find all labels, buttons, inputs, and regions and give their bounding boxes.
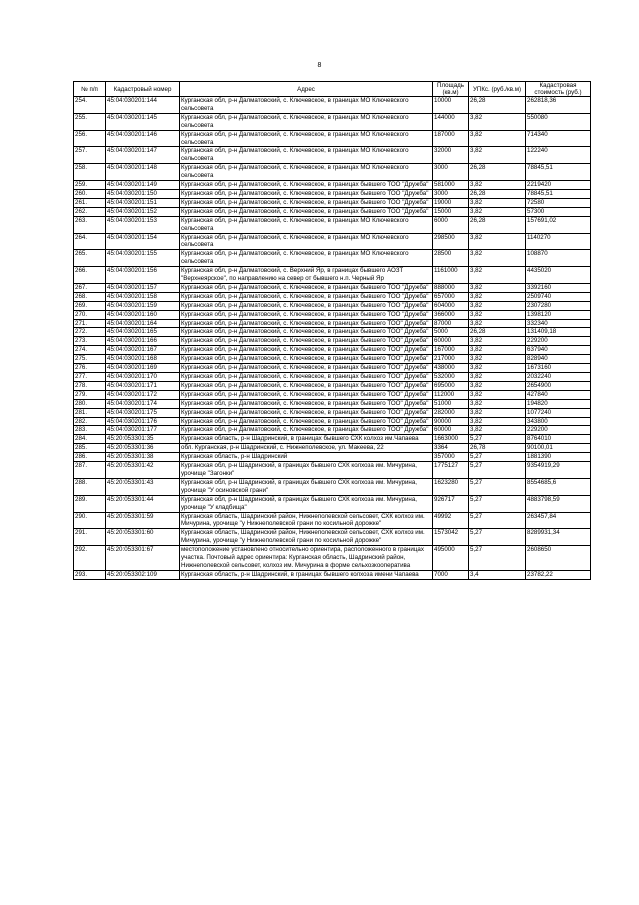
cell-row-number: 257. bbox=[74, 147, 106, 164]
cell-area: 51000 bbox=[433, 399, 469, 408]
cell-cadastral-number: 45:04:030201:168 bbox=[106, 355, 180, 364]
cell-row-number: 263. bbox=[74, 216, 106, 233]
cell-row-number: 275. bbox=[74, 355, 106, 364]
cell-upks: 3,82 bbox=[469, 283, 526, 292]
cell-row-number: 280. bbox=[74, 399, 106, 408]
cell-cadastral-number: 45:04:030201:152 bbox=[106, 207, 180, 216]
cell-area: 1573042 bbox=[433, 529, 469, 546]
cell-row-number: 266. bbox=[74, 267, 106, 284]
cell-row-number: 268. bbox=[74, 292, 106, 301]
cell-area: 60000 bbox=[433, 337, 469, 346]
cell-area: 926717 bbox=[433, 495, 469, 512]
cell-address: Курганская обл, р-н Далматовский, с. Ключевское, в границах бывшего ТОО" Дружба" bbox=[180, 328, 433, 337]
cell-upks: 3,82 bbox=[469, 417, 526, 426]
cell-area: 495000 bbox=[433, 546, 469, 571]
cell-cadastral-number: 45:04:030201:177 bbox=[106, 426, 180, 435]
cell-address: Курганская обл, р-н Далматовский, с. Ключевское, в границах бывшего ТОО" Дружба" bbox=[180, 390, 433, 399]
cell-cadastral-cost: 3392160 bbox=[526, 283, 591, 292]
header-cadastral-cost: Кадастровая стоимость (руб.) bbox=[526, 82, 591, 97]
cell-area: 357000 bbox=[433, 453, 469, 462]
cell-upks: 26,28 bbox=[469, 216, 526, 233]
cell-area: 112000 bbox=[433, 390, 469, 399]
cell-cadastral-cost: 78845,51 bbox=[526, 189, 591, 198]
header-cadastral-number: Кадастровый номер bbox=[106, 82, 180, 97]
cell-address: Курганская обл, р-н Далматовский, с. Ключевское, в границах бывшего ТОО" Дружба" bbox=[180, 364, 433, 373]
cell-upks: 3,82 bbox=[469, 381, 526, 390]
cell-address: Курганская область, р-н Шадринский, в границах бывшего СХК колхоз им.Чапаева bbox=[180, 435, 433, 444]
cell-row-number: 288. bbox=[74, 478, 106, 495]
cell-upks: 3,82 bbox=[469, 250, 526, 267]
cell-upks: 3,82 bbox=[469, 346, 526, 355]
header-upks: УПКс. (руб./кв.м) bbox=[469, 82, 526, 97]
cell-cadastral-number: 45:04:030201:150 bbox=[106, 189, 180, 198]
cell-cadastral-cost: 1077240 bbox=[526, 408, 591, 417]
cell-area: 604000 bbox=[433, 301, 469, 310]
cell-cadastral-cost: 108870 bbox=[526, 250, 591, 267]
cell-cadastral-cost: 131409,18 bbox=[526, 328, 591, 337]
cell-cadastral-number: 45:04:030201:166 bbox=[106, 337, 180, 346]
cell-cadastral-cost: 2219420 bbox=[526, 181, 591, 190]
cell-cadastral-cost: 343800 bbox=[526, 417, 591, 426]
cell-address: Курганская обл, р-н Далматовский, с. Ключевское, в границах МО Ключевского сельсовета bbox=[180, 130, 433, 147]
cell-cadastral-cost: 2654900 bbox=[526, 381, 591, 390]
cell-row-number: 264. bbox=[74, 233, 106, 250]
cell-cadastral-cost: 263457,84 bbox=[526, 512, 591, 529]
cell-area: 438000 bbox=[433, 364, 469, 373]
cell-cadastral-number: 45:04:030201:157 bbox=[106, 283, 180, 292]
header-area: Площадь (кв.м) bbox=[433, 82, 469, 97]
cell-area: 695000 bbox=[433, 381, 469, 390]
cell-area: 3364 bbox=[433, 444, 469, 453]
table-row bbox=[74, 408, 591, 417]
cell-row-number: 272. bbox=[74, 328, 106, 337]
table-row bbox=[74, 164, 591, 181]
cell-row-number: 277. bbox=[74, 373, 106, 382]
cell-row-number: 255. bbox=[74, 113, 106, 130]
cell-area: 49992 bbox=[433, 512, 469, 529]
cell-area: 90000 bbox=[433, 417, 469, 426]
cell-area: 7000 bbox=[433, 570, 469, 579]
cell-address: Курганская обл, р-н Далматовский, с. Ключевское, в границах бывшего ТОО "Дружба" bbox=[180, 207, 433, 216]
cell-cadastral-cost: 8289931,34 bbox=[526, 529, 591, 546]
cell-address: Курганская обл, р-н Далматовский, с. Ключевское, в границах МО Ключевского сельсовета bbox=[180, 147, 433, 164]
cell-cadastral-cost: 122240 bbox=[526, 147, 591, 164]
table-row bbox=[74, 292, 591, 301]
table-row bbox=[74, 546, 591, 571]
cell-row-number: 279. bbox=[74, 390, 106, 399]
cell-address: Курганская обл, р-н Далматовский, с. Ключевское, в границах бывшего ТОО "Дружба" bbox=[180, 292, 433, 301]
cell-row-number: 254. bbox=[74, 97, 106, 114]
cell-address: Курганская обл, р-н Далматовский, с. Ключевское, в границах бывшего ТОО "Дружба" bbox=[180, 189, 433, 198]
table-row bbox=[74, 198, 591, 207]
cell-address: Курганская область, р-н Шадринский bbox=[180, 453, 433, 462]
cell-address: Курганская обл, р-н Далматовский, с. Ключевское, в границах бывшего ТОО" Дружба" bbox=[180, 337, 433, 346]
table-row bbox=[74, 390, 591, 399]
cell-address: Курганская обл, р-н Далматовский, с. Ключевское, в границах бывшего ТОО "Дружба" bbox=[180, 301, 433, 310]
cell-row-number: 260. bbox=[74, 189, 106, 198]
cell-cadastral-number: 45:04:030201:169 bbox=[106, 364, 180, 373]
cell-upks: 26,28 bbox=[469, 97, 526, 114]
cell-upks: 3,82 bbox=[469, 301, 526, 310]
cell-upks: 5,27 bbox=[469, 478, 526, 495]
cell-upks: 3,82 bbox=[469, 181, 526, 190]
cell-area: 15000 bbox=[433, 207, 469, 216]
cell-row-number: 287. bbox=[74, 462, 106, 479]
cell-cadastral-number: 45:20:053301:38 bbox=[106, 453, 180, 462]
cell-upks: 3,82 bbox=[469, 373, 526, 382]
cell-address: Курганская обл, р-н Далматовский, с. Ключевское, в границах бывшего ТОО "Дружба" bbox=[180, 181, 433, 190]
cell-row-number: 292. bbox=[74, 546, 106, 571]
cell-cadastral-cost: 8764010 bbox=[526, 435, 591, 444]
cell-area: 888000 bbox=[433, 283, 469, 292]
cell-cadastral-cost: 4883798,59 bbox=[526, 495, 591, 512]
cadastral-value-table bbox=[73, 81, 591, 580]
cell-address: Курганская обл, р-н Далматовский, с. Ключевское, в границах бывшего ТОО" Дружба" bbox=[180, 408, 433, 417]
cell-area: 187000 bbox=[433, 130, 469, 147]
cell-address: Курганская обл, р-н Далматовский, с. Ключевское, в границах бывшего ТОО "Дружба" bbox=[180, 283, 433, 292]
cell-cadastral-number: 45:04:030201:170 bbox=[106, 373, 180, 382]
cell-row-number: 289. bbox=[74, 495, 106, 512]
cell-area: 19000 bbox=[433, 198, 469, 207]
table-row bbox=[74, 426, 591, 435]
cell-row-number: 259. bbox=[74, 181, 106, 190]
cell-area: 532000 bbox=[433, 373, 469, 382]
cell-cadastral-number: 45:20:053301:35 bbox=[106, 435, 180, 444]
cell-cadastral-number: 45:04:030201:147 bbox=[106, 147, 180, 164]
cell-address: Курганская обл, р-н Шадринский, в границах бывшего СХК колхоза им. Мичурина, урочище "У осиновской грани" bbox=[180, 478, 433, 495]
cell-cadastral-number: 45:04:030201:167 bbox=[106, 346, 180, 355]
cell-address: Курганская обл, р-н Далматовский, с. Ключевское, в границах бывшего ТОО "Дружба" bbox=[180, 310, 433, 319]
cell-upks: 3,82 bbox=[469, 310, 526, 319]
cell-upks: 3,82 bbox=[469, 113, 526, 130]
table-row bbox=[74, 337, 591, 346]
cell-area: 3000 bbox=[433, 189, 469, 198]
cell-address: Курганская обл, р-н Далматовский, с. Ключевское, в границах МО Ключевского сельсовета bbox=[180, 216, 433, 233]
cell-area: 298500 bbox=[433, 233, 469, 250]
cell-cadastral-cost: 2608650 bbox=[526, 546, 591, 571]
table-body bbox=[74, 97, 591, 580]
table-row bbox=[74, 478, 591, 495]
table-row bbox=[74, 97, 591, 114]
cell-address: Курганская обл, р-н Шадринский, в границах бывшего СХК колхоза им. Мичурина, урочище "У кладбища" bbox=[180, 495, 433, 512]
cell-area: 10000 bbox=[433, 97, 469, 114]
table-row bbox=[74, 267, 591, 284]
cell-upks: 3,82 bbox=[469, 319, 526, 328]
table-row bbox=[74, 310, 591, 319]
cell-address: Курганская обл, р-н Далматовский, с. Верхний Яр, в границах бывшего АОЗТ "Верхнеярское", по направлению на север от бывшего н.п. Черный Яр bbox=[180, 267, 433, 284]
cell-area: 5000 bbox=[433, 328, 469, 337]
table-row bbox=[74, 444, 591, 453]
table-row bbox=[74, 373, 591, 382]
cell-cadastral-cost: 157691,02 bbox=[526, 216, 591, 233]
cell-area: 32000 bbox=[433, 147, 469, 164]
cell-cadastral-number: 45:04:030201:171 bbox=[106, 381, 180, 390]
table-row bbox=[74, 250, 591, 267]
cell-cadastral-number: 45:04:030201:145 bbox=[106, 113, 180, 130]
table-row bbox=[74, 233, 591, 250]
cell-area: 581000 bbox=[433, 181, 469, 190]
cell-address: Курганская обл, р-н Далматовский, с. Ключевское, в границах бывшего ТОО" Дружба" bbox=[180, 417, 433, 426]
cell-upks: 5,27 bbox=[469, 453, 526, 462]
cell-cadastral-number: 45:04:030201:158 bbox=[106, 292, 180, 301]
cell-cadastral-number: 45:04:030201:160 bbox=[106, 310, 180, 319]
cell-row-number: 274. bbox=[74, 346, 106, 355]
cell-address: местоположение установлено относительно ориентира, расположенного в границах участка. Почтовый адрес ориентира: Курганская область, Шадринский район, Нижнеполевской сельсовет, колхоз им. Мичурина в форме сельхозкооператива bbox=[180, 546, 433, 571]
cell-cadastral-cost: 90100,01 bbox=[526, 444, 591, 453]
table-row bbox=[74, 216, 591, 233]
cell-upks: 3,82 bbox=[469, 355, 526, 364]
header-address: Адрес bbox=[180, 82, 433, 97]
cell-area: 1775127 bbox=[433, 462, 469, 479]
cell-upks: 3,82 bbox=[469, 364, 526, 373]
cell-area: 217000 bbox=[433, 355, 469, 364]
cell-cadastral-number: 45:20:053301:60 bbox=[106, 529, 180, 546]
cell-cadastral-number: 45:04:030201:154 bbox=[106, 233, 180, 250]
cell-area: 167000 bbox=[433, 346, 469, 355]
cell-address: Курганская обл, р-н Далматовский, с. Ключевское, в границах бывшего ТОО" Дружба" bbox=[180, 355, 433, 364]
cell-cadastral-number: 45:20:053301:44 bbox=[106, 495, 180, 512]
cell-cadastral-number: 45:04:030201:176 bbox=[106, 417, 180, 426]
cell-upks: 5,27 bbox=[469, 495, 526, 512]
cell-address: Курганская обл, р-н Далматовский, с. Ключевское, в границах бывшего ТОО" Дружба" bbox=[180, 346, 433, 355]
cell-row-number: 261. bbox=[74, 198, 106, 207]
cell-cadastral-cost: 828940 bbox=[526, 355, 591, 364]
cell-upks: 3,82 bbox=[469, 399, 526, 408]
cell-cadastral-number: 45:04:030201:153 bbox=[106, 216, 180, 233]
cell-row-number: 256. bbox=[74, 130, 106, 147]
cell-area: 6000 bbox=[433, 216, 469, 233]
cell-area: 657000 bbox=[433, 292, 469, 301]
cell-cadastral-number: 45:04:030201:149 bbox=[106, 181, 180, 190]
cell-address: Курганская область, Шадринский район, Нижнеполевской сельсовет, СХК колхоз им. Мичурина, урочище "у Нижнеполевской грани по косильной дорожке" bbox=[180, 529, 433, 546]
cell-address: Курганская обл, р-н Далматовский, с. Ключевское, в границах бывшего ТОО" Дружба" bbox=[180, 399, 433, 408]
cell-address: Курганская область, Шадринский район, Нижнеполевской сельсовет, СХК колхоз им. Мичурина, урочище "у Нижнеполевской грани по косильной дорожке" bbox=[180, 512, 433, 529]
cell-cadastral-number: 45:04:030201:156 bbox=[106, 267, 180, 284]
cell-cadastral-number: 45:04:030201:151 bbox=[106, 198, 180, 207]
cell-cadastral-cost: 262818,36 bbox=[526, 97, 591, 114]
cell-area: 366000 bbox=[433, 310, 469, 319]
cell-address: обл. Курганская, р-н Шадринский, с. Нижнеполевское, ул. Макеева, 22 bbox=[180, 444, 433, 453]
cell-address: Курганская обл, р-н Далматовский, с. Ключевское, в границах МО Ключевского сельсовета bbox=[180, 233, 433, 250]
cell-upks: 3,82 bbox=[469, 207, 526, 216]
cell-area: 282000 bbox=[433, 408, 469, 417]
cell-cadastral-number: 45:04:030201:164 bbox=[106, 319, 180, 328]
cell-address: Курганская обл, р-н Шадринский, в границах бывшего СХК колхоза им. Мичурина, урочище "Загонки" bbox=[180, 462, 433, 479]
cell-row-number: 273. bbox=[74, 337, 106, 346]
table-row bbox=[74, 495, 591, 512]
cell-row-number: 284. bbox=[74, 435, 106, 444]
cell-upks: 3,82 bbox=[469, 292, 526, 301]
cell-address: Курганская область, р-н Шадринский, в границах бывшего колхоза имени Чапаева bbox=[180, 570, 433, 579]
cell-cadastral-cost: 714340 bbox=[526, 130, 591, 147]
cell-area: 144000 bbox=[433, 113, 469, 130]
cell-row-number: 285. bbox=[74, 444, 106, 453]
cell-row-number: 290. bbox=[74, 512, 106, 529]
cell-address: Курганская обл, р-н Далматовский, с. Ключевское, в границах бывшего ТОО" Дружба" bbox=[180, 319, 433, 328]
cell-area: 3000 bbox=[433, 164, 469, 181]
cell-row-number: 262. bbox=[74, 207, 106, 216]
cell-cadastral-cost: 57300 bbox=[526, 207, 591, 216]
cell-cadastral-number: 45:04:030201:159 bbox=[106, 301, 180, 310]
cell-address: Курганская обл, р-н Далматовский, с. Ключевское, в границах бывшего ТОО "Дружба" bbox=[180, 198, 433, 207]
cell-cadastral-cost: 1881390 bbox=[526, 453, 591, 462]
cell-cadastral-number: 45:04:030201:175 bbox=[106, 408, 180, 417]
table-row bbox=[74, 435, 591, 444]
cell-cadastral-cost: 4435020 bbox=[526, 267, 591, 284]
cell-cadastral-number: 45:04:030201:155 bbox=[106, 250, 180, 267]
cell-cadastral-number: 45:20:053301:43 bbox=[106, 478, 180, 495]
cell-upks: 5,27 bbox=[469, 435, 526, 444]
cell-upks: 26,78 bbox=[469, 444, 526, 453]
cell-area: 28500 bbox=[433, 250, 469, 267]
cell-upks: 3,82 bbox=[469, 147, 526, 164]
cell-row-number: 267. bbox=[74, 283, 106, 292]
cell-upks: 3,82 bbox=[469, 426, 526, 435]
cell-cadastral-cost: 1398120 bbox=[526, 310, 591, 319]
cell-area: 60000 bbox=[433, 426, 469, 435]
cell-cadastral-cost: 637940 bbox=[526, 346, 591, 355]
cell-cadastral-cost: 427840 bbox=[526, 390, 591, 399]
cell-row-number: 269. bbox=[74, 301, 106, 310]
cell-area: 1623280 bbox=[433, 478, 469, 495]
cell-cadastral-number: 45:04:030201:146 bbox=[106, 130, 180, 147]
cell-upks: 3,82 bbox=[469, 337, 526, 346]
cell-upks: 5,27 bbox=[469, 462, 526, 479]
cell-upks: 3,82 bbox=[469, 390, 526, 399]
table-row bbox=[74, 346, 591, 355]
cell-row-number: 258. bbox=[74, 164, 106, 181]
cell-cadastral-number: 45:20:053301:36 bbox=[106, 444, 180, 453]
cell-cadastral-cost: 2307280 bbox=[526, 301, 591, 310]
table-row bbox=[74, 512, 591, 529]
cell-cadastral-cost: 9354919,29 bbox=[526, 462, 591, 479]
page-number: 8 bbox=[317, 62, 322, 69]
table-row bbox=[74, 381, 591, 390]
cell-upks: 5,27 bbox=[469, 512, 526, 529]
cell-address: Курганская обл, р-н Далматовский, с. Ключевское, в границах бывшего ТОО" Дружба" bbox=[180, 381, 433, 390]
cell-cadastral-number: 45:04:030201:165 bbox=[106, 328, 180, 337]
table-row bbox=[74, 328, 591, 337]
table-row bbox=[74, 283, 591, 292]
cell-row-number: 293. bbox=[74, 570, 106, 579]
table-row bbox=[74, 529, 591, 546]
cell-row-number: 286. bbox=[74, 453, 106, 462]
cell-upks: 5,27 bbox=[469, 529, 526, 546]
table-row bbox=[74, 319, 591, 328]
cell-cadastral-cost: 194820 bbox=[526, 399, 591, 408]
cell-upks: 3,82 bbox=[469, 408, 526, 417]
cell-row-number: 278. bbox=[74, 381, 106, 390]
cell-address: Курганская обл, р-н Далматовский, с. Ключевское, в границах МО Ключевского сельсовета bbox=[180, 250, 433, 267]
table-row bbox=[74, 147, 591, 164]
cell-cadastral-number: 45:20:053301:59 bbox=[106, 512, 180, 529]
cell-cadastral-number: 45:04:030201:174 bbox=[106, 399, 180, 408]
table-row bbox=[74, 355, 591, 364]
cell-upks: 26,28 bbox=[469, 164, 526, 181]
cell-row-number: 265. bbox=[74, 250, 106, 267]
cell-row-number: 283. bbox=[74, 426, 106, 435]
cell-cadastral-cost: 1673160 bbox=[526, 364, 591, 373]
cell-upks: 3,82 bbox=[469, 267, 526, 284]
cell-upks: 5,27 bbox=[469, 546, 526, 571]
cell-cadastral-cost: 550080 bbox=[526, 113, 591, 130]
cell-cadastral-cost: 78845,51 bbox=[526, 164, 591, 181]
table-row bbox=[74, 570, 591, 579]
cell-cadastral-cost: 229200 bbox=[526, 337, 591, 346]
cell-upks: 26,28 bbox=[469, 189, 526, 198]
cell-area: 1161000 bbox=[433, 267, 469, 284]
table-row bbox=[74, 417, 591, 426]
cell-cadastral-cost: 23782,22 bbox=[526, 570, 591, 579]
table-row bbox=[74, 113, 591, 130]
table-row bbox=[74, 189, 591, 198]
cell-cadastral-cost: 2509740 bbox=[526, 292, 591, 301]
cell-address: Курганская обл, р-н Далматовский, с. Ключевское, в границах МО Ключевского сельсовета bbox=[180, 164, 433, 181]
cell-upks: 26,28 bbox=[469, 328, 526, 337]
cell-area: 87000 bbox=[433, 319, 469, 328]
table-row bbox=[74, 181, 591, 190]
cell-address: Курганская обл, р-н Далматовский, с. Ключевское, в границах бывшего ТОО" Дружба" bbox=[180, 426, 433, 435]
cell-row-number: 282. bbox=[74, 417, 106, 426]
table-row bbox=[74, 399, 591, 408]
cell-cadastral-cost: 332340 bbox=[526, 319, 591, 328]
cell-cadastral-number: 45:20:053301:67 bbox=[106, 546, 180, 571]
cell-cadastral-number: 45:04:030201:148 bbox=[106, 164, 180, 181]
cell-address: Курганская обл, р-н Далматовский, с. Ключевское, в границах бывшего ТОО" Дружба" bbox=[180, 373, 433, 382]
table-row bbox=[74, 207, 591, 216]
cell-row-number: 270. bbox=[74, 310, 106, 319]
cell-address: Курганская обл, р-н Далматовский, с. Ключевское, в границах МО Ключевского сельсовета bbox=[180, 113, 433, 130]
table-row bbox=[74, 301, 591, 310]
cell-area: 1663000 bbox=[433, 435, 469, 444]
cell-address: Курганская обл, р-н Далматовский, с. Ключевское, в границах МО Ключевского сельсовета bbox=[180, 97, 433, 114]
cell-cadastral-cost: 229200 bbox=[526, 426, 591, 435]
cell-cadastral-cost: 1140270 bbox=[526, 233, 591, 250]
cell-cadastral-number: 45:20:053302:109 bbox=[106, 570, 180, 579]
cell-row-number: 271. bbox=[74, 319, 106, 328]
cell-cadastral-cost: 8554685,6 bbox=[526, 478, 591, 495]
cell-cadastral-number: 45:04:030201:144 bbox=[106, 97, 180, 114]
table-row bbox=[74, 364, 591, 373]
cell-cadastral-number: 45:04:030201:172 bbox=[106, 390, 180, 399]
cell-upks: 3,82 bbox=[469, 130, 526, 147]
table-row bbox=[74, 130, 591, 147]
cell-row-number: 276. bbox=[74, 364, 106, 373]
cell-row-number: 281. bbox=[74, 408, 106, 417]
table-row bbox=[74, 453, 591, 462]
cell-upks: 3,82 bbox=[469, 233, 526, 250]
table-row bbox=[74, 462, 591, 479]
cell-upks: 3,4 bbox=[469, 570, 526, 579]
cell-row-number: 291. bbox=[74, 529, 106, 546]
table-header-row bbox=[74, 82, 591, 97]
cell-cadastral-number: 45:20:053301:42 bbox=[106, 462, 180, 479]
header-num: № п/п bbox=[74, 82, 106, 97]
cell-upks: 3,82 bbox=[469, 198, 526, 207]
cell-cadastral-cost: 2032240 bbox=[526, 373, 591, 382]
cell-cadastral-cost: 72580 bbox=[526, 198, 591, 207]
